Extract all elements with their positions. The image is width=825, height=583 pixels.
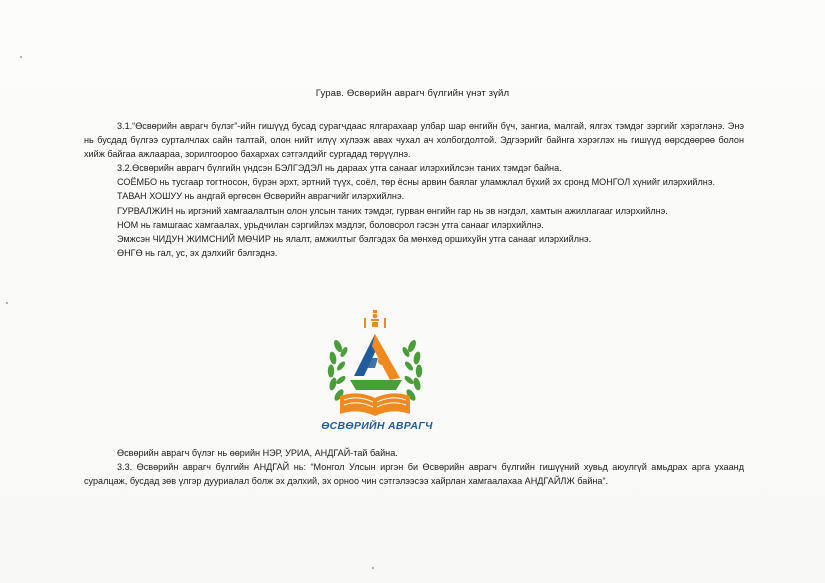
youth-rescuer-emblem	[320, 306, 430, 436]
section-title: Гурав. Өсвөрийн аврагч бүлгийн үнэт зүйл	[315, 88, 510, 99]
scan-speck	[372, 567, 374, 569]
paragraph-3-1: 3.1.“Өсвөрийн аврагч бүлэг”-ийн гишүүд бусад сурагчдаас ялгарахаар улбар шар өнгийн бүч, зангиа, малгай, ялгэх тэмдэг зэргийг хэрэглэнэ. Энэ нь бусдад бүлгээ сурталчлах сайн талтай, олон нийт илүү хүлээж авах чухал ач холбогдолтой. Эдгээрийг байнга хэрэглэх нь гишүүд өөрсдөөрөө болон хийж байгаа ажлаараа, зорилгоороо бахархах сэтгэлдийг сургадад төрүүлнэ.	[84, 121, 744, 160]
paragraph-3-3: 3.3. Өсвөрийн аврагч бүлгийн АНДГАЙ нь: “Монгол Улсын иргэн би Өсвөрийн аврагч бүлгийн гишүүний хувьд аюулгүй амьдрах арга ухаанд суралцаж, бусдад зөв үлгэр дууриалал болж эх дэлхий, эх орноо чин сэтгэлээсээ хайрлан хамгаалахаа АНДГАЙЛЖ байна”.	[84, 462, 744, 487]
soyombo-icon	[364, 310, 386, 328]
paragraph-ongo: ӨНГӨ нь гал, ус, эх дэлхийг бэлгэднэ.	[117, 247, 278, 258]
oath-section	[84, 446, 744, 488]
scan-speck	[6, 302, 8, 304]
book-icon	[340, 393, 410, 416]
triangle-hands-icon	[350, 334, 402, 390]
paragraph-tavan-khoshuu: ТАВАН ХОШУУ нь андгай өргөсөн Өсвөрийн аврагчийг илэрхийлнэ.	[117, 191, 405, 202]
scan-speck	[20, 56, 22, 58]
paragraph-name-motto-oath: Өсвөрийн аврагч бүлэг нь өөрийн НЭР, УРИА, АНДГАЙ-тай байна.	[117, 448, 398, 458]
paragraph-gurvaljin: ГУРВАЛЖИН нь иргэний хамгаалалтын олон улсын таних тэмдэг, гурван өнгийн гар нь эв нэгдэл, хамтын ажиллагааг илэрхийлнэ.	[117, 205, 668, 216]
paragraph-soyombo: СОЁМБО нь тусгаар тогтносон, бүрэн эрхт, эртний түүх, соёл, төр ёсны арвин баялаг уламжлал бүхий эх сронд МОНГОЛ хүнийг илэрхийлнэ.	[117, 177, 715, 188]
emblem-caption: ӨСВӨРИЙН АВРАГЧ	[321, 420, 433, 432]
paragraph-3-2: 3.2.Өсвөрийн аврагч бүлгийн үндсэн БЭЛГЭДЭЛ нь дараах утга санааг илэрхийлсэн таних тэмдэг байна.	[117, 163, 562, 174]
paragraph-nom: НОМ нь гамшгаас хамгаалах, урьдчилан сэргийлэх мэдлэг, боловсрол гэсэн утга санааг илэрхийлнэ.	[117, 219, 544, 230]
paragraph-chidun: Эмжсэн ЧИДУН ЖИМСНИЙ МӨЧИР нь ялалт, амжилтыг бэлгэдэх ба мөнхөд оршихуйн утга санааг илэрхийлнэ.	[117, 233, 592, 244]
section-body	[84, 119, 744, 260]
